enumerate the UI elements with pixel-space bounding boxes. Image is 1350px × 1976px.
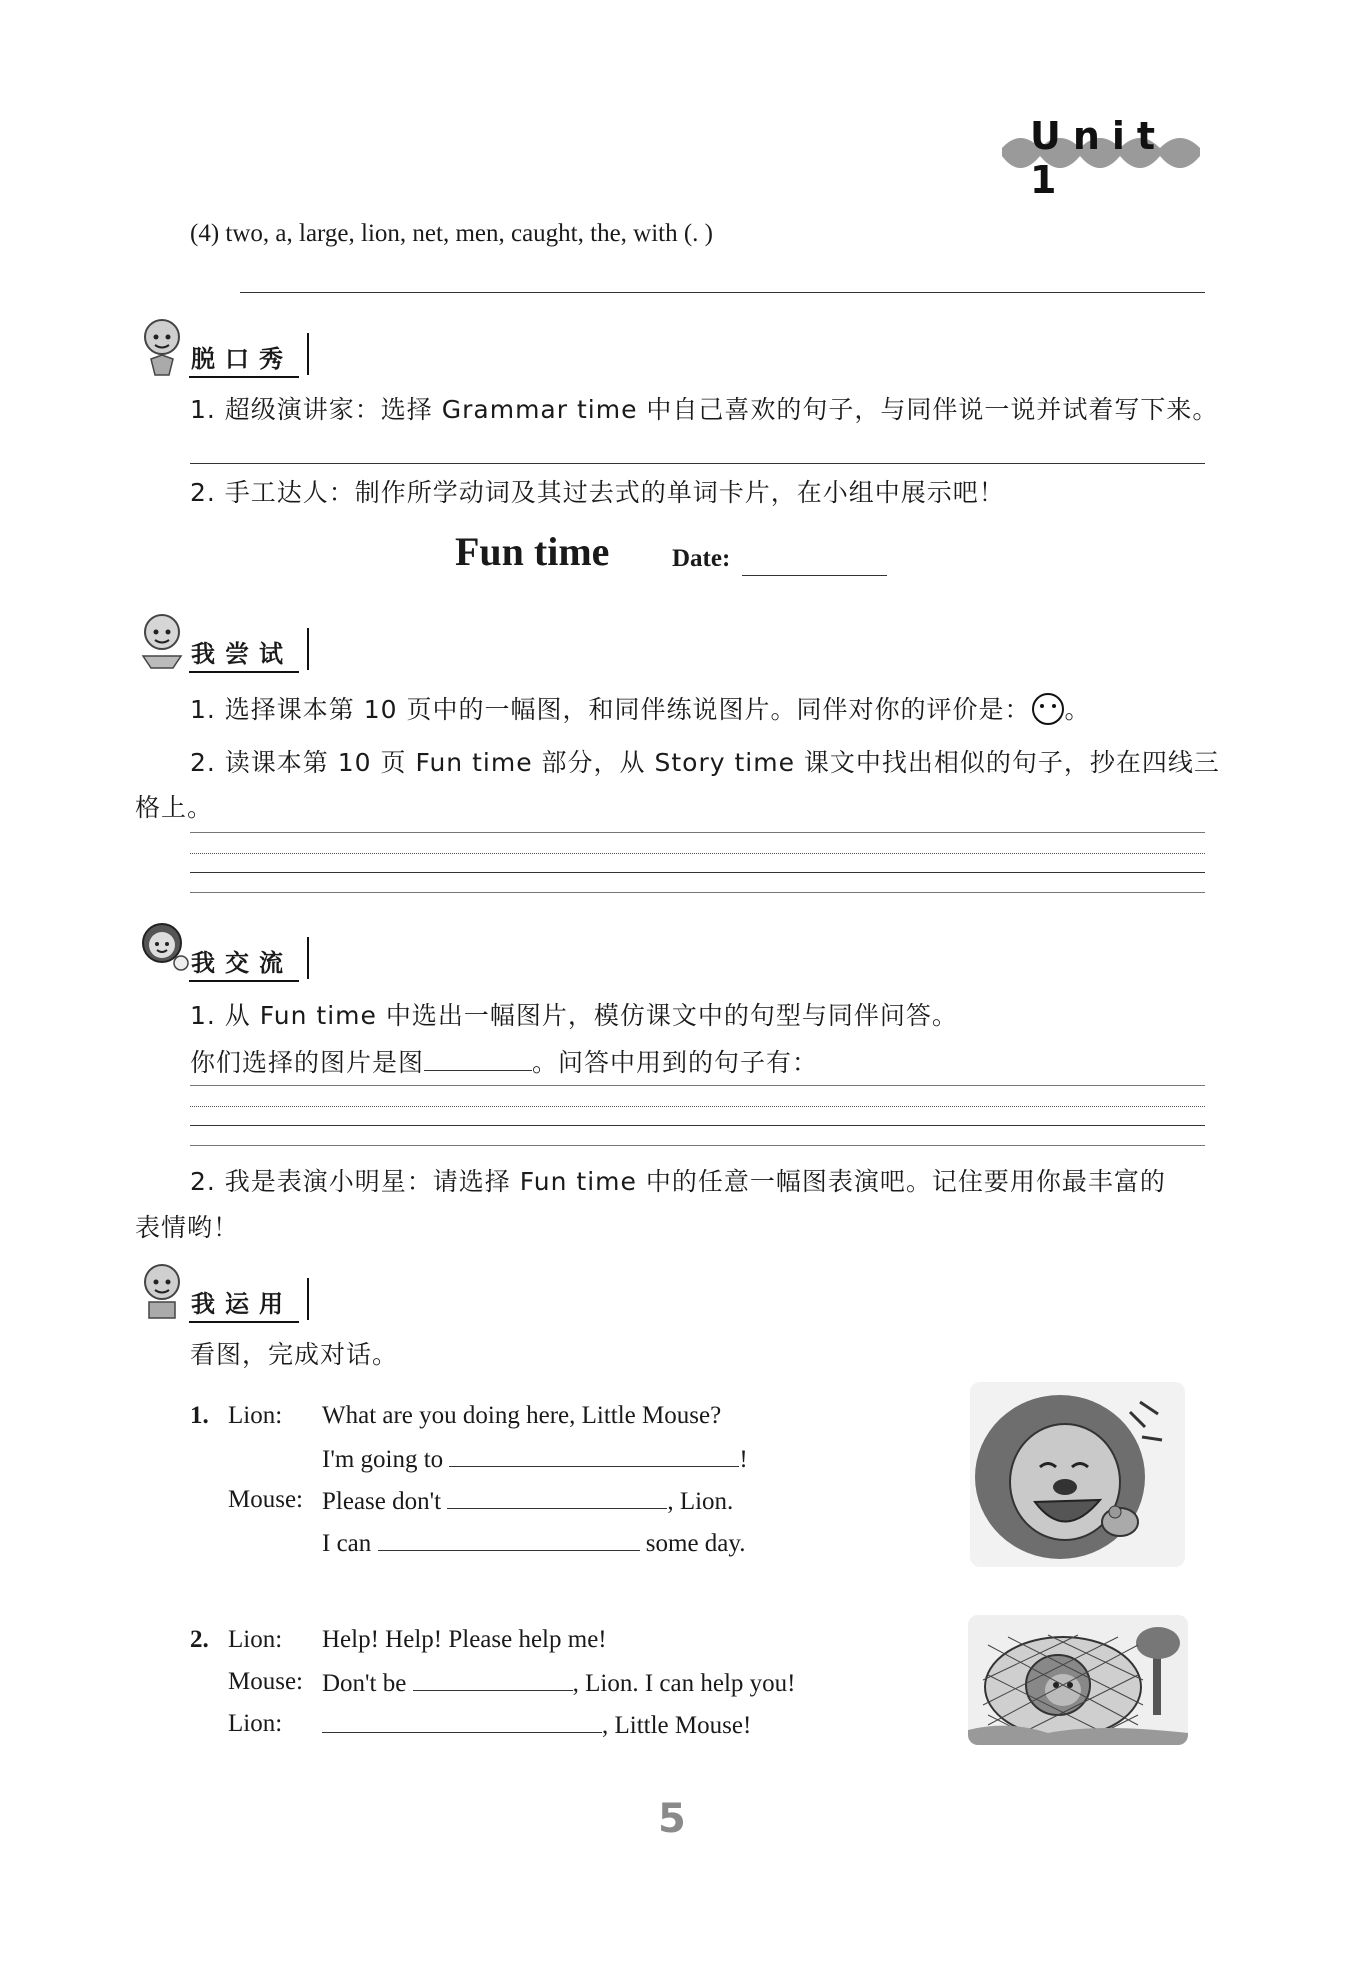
dialog-1-line-2b: ! [739,1446,748,1473]
dialog-2-line-2a: Don't be [322,1670,407,1697]
share-item-2-line2: 表情哟！ [135,1213,240,1242]
dialog-2-speaker-lion: Lion: [228,1626,283,1653]
use-instruction: 看图，完成对话。 [190,1340,399,1369]
dialog-1-line-3a: Please don't [322,1488,442,1515]
dialog-1-number: 1. [190,1402,209,1429]
grid-line [190,853,1205,854]
answer-blank[interactable] [447,1486,667,1509]
mascot-icon [135,610,189,672]
grid-line [190,832,1205,833]
share-item-1-sub-b: 。问答中用到的句子有： [532,1048,819,1077]
dialog-2-number: 2. [190,1626,209,1653]
try-item-2-line2: 格上。 [135,793,214,822]
dialog-2-line-3 [322,1710,751,1740]
question-4: (4) two, a, large, lion, net, men, caught, the, with (. ) [190,220,714,247]
fun-time-title: Fun time [455,529,610,574]
dialog-1-speaker-mouse: Mouse: [228,1486,303,1513]
dialog-1-line-3 [322,1486,733,1516]
unit-title: Unit 1 [1030,114,1168,202]
try-item-1: 1. 选择课本第 10 页中的一幅图，和同伴练说图片。同伴对你的评价是： [190,695,1031,724]
dialog-2-line-1: Help! Help! Please help me! [322,1626,607,1653]
answer-line [240,292,1205,293]
dialog-1-line-3b: , Lion. [667,1488,734,1515]
date-line [742,575,887,576]
answer-blank[interactable] [378,1528,640,1551]
talk-item-2: 2. 手工达人：制作所学动词及其过去式的单词卡片，在小组中展示吧！ [190,478,1005,507]
page-number: 5 [658,1796,686,1842]
share-item-1: 1. 从 Fun time 中选出一幅图片，模仿课文中的句型与同伴问答。 [190,1001,958,1030]
section-share-title: 我交流 [189,943,299,982]
section-bar [307,628,309,670]
grid-line [190,1125,1205,1126]
unit-badge [1000,108,1205,202]
dialog-2-line-2 [322,1668,795,1698]
dialog-1-line-4b: some day. [645,1530,746,1557]
lion-mouse-illustration [970,1382,1185,1567]
mascot-icon [135,1260,189,1322]
try-item-2-line1: 2. 读课本第 10 页 Fun time 部分，从 Story time 课文中找出相似的句子，抄在四线三 [190,748,1220,777]
mascot-icon [135,315,189,377]
answer-blank[interactable] [449,1444,739,1467]
share-item-1-sub-a: 你们选择的图片是图 [190,1048,425,1077]
answer-line [190,463,1205,464]
dialog-1-line-4a: I can [322,1530,372,1557]
grid-line [190,1106,1205,1107]
section-bar [307,1278,309,1320]
grid-line [190,1145,1205,1146]
dialog-2-line-2b: , Lion. I can help you! [572,1670,796,1697]
section-try-title: 我尝试 [189,634,299,673]
grid-line [190,872,1205,873]
answer-blank[interactable] [322,1710,602,1733]
smiley-icon [1031,692,1065,726]
share-item-1-sub [190,1043,818,1079]
dialog-1-line-2 [322,1444,748,1474]
lion-net-illustration [968,1615,1188,1745]
mascot-icon [135,919,189,981]
grid-line [190,1085,1205,1086]
share-item-2-line1: 2. 我是表演小明星：请选择 Fun time 中的任意一幅图表演吧。记住要用你最丰富的 [190,1167,1166,1196]
answer-blank[interactable] [413,1668,573,1691]
dialog-2-speaker-lion-2: Lion: [228,1710,283,1737]
grid-line [190,892,1205,893]
dialog-1-speaker-lion: Lion: [228,1402,283,1429]
section-bar [307,333,309,375]
dialog-1-line-1: What are you doing here, Little Mouse? [322,1402,722,1429]
section-use-title: 我运用 [189,1284,299,1323]
section-bar [307,937,309,979]
section-talk-title: 脱口秀 [189,339,299,378]
date-label: Date: [672,545,731,572]
try-item-1-row [190,690,1091,726]
dialog-2-line-3b: , Little Mouse! [602,1712,752,1739]
dialog-1-line-4 [322,1528,746,1558]
picture-number-blank[interactable] [424,1048,532,1071]
dialog-1-line-2a: I'm going to [322,1446,444,1473]
try-item-1-end: 。 [1064,695,1091,724]
dialog-2-speaker-mouse: Mouse: [228,1668,303,1695]
talk-item-1: 1. 超级演讲家：选择 Grammar time 中自己喜欢的句子，与同伴说一说并试着写下来。 [190,395,1219,424]
